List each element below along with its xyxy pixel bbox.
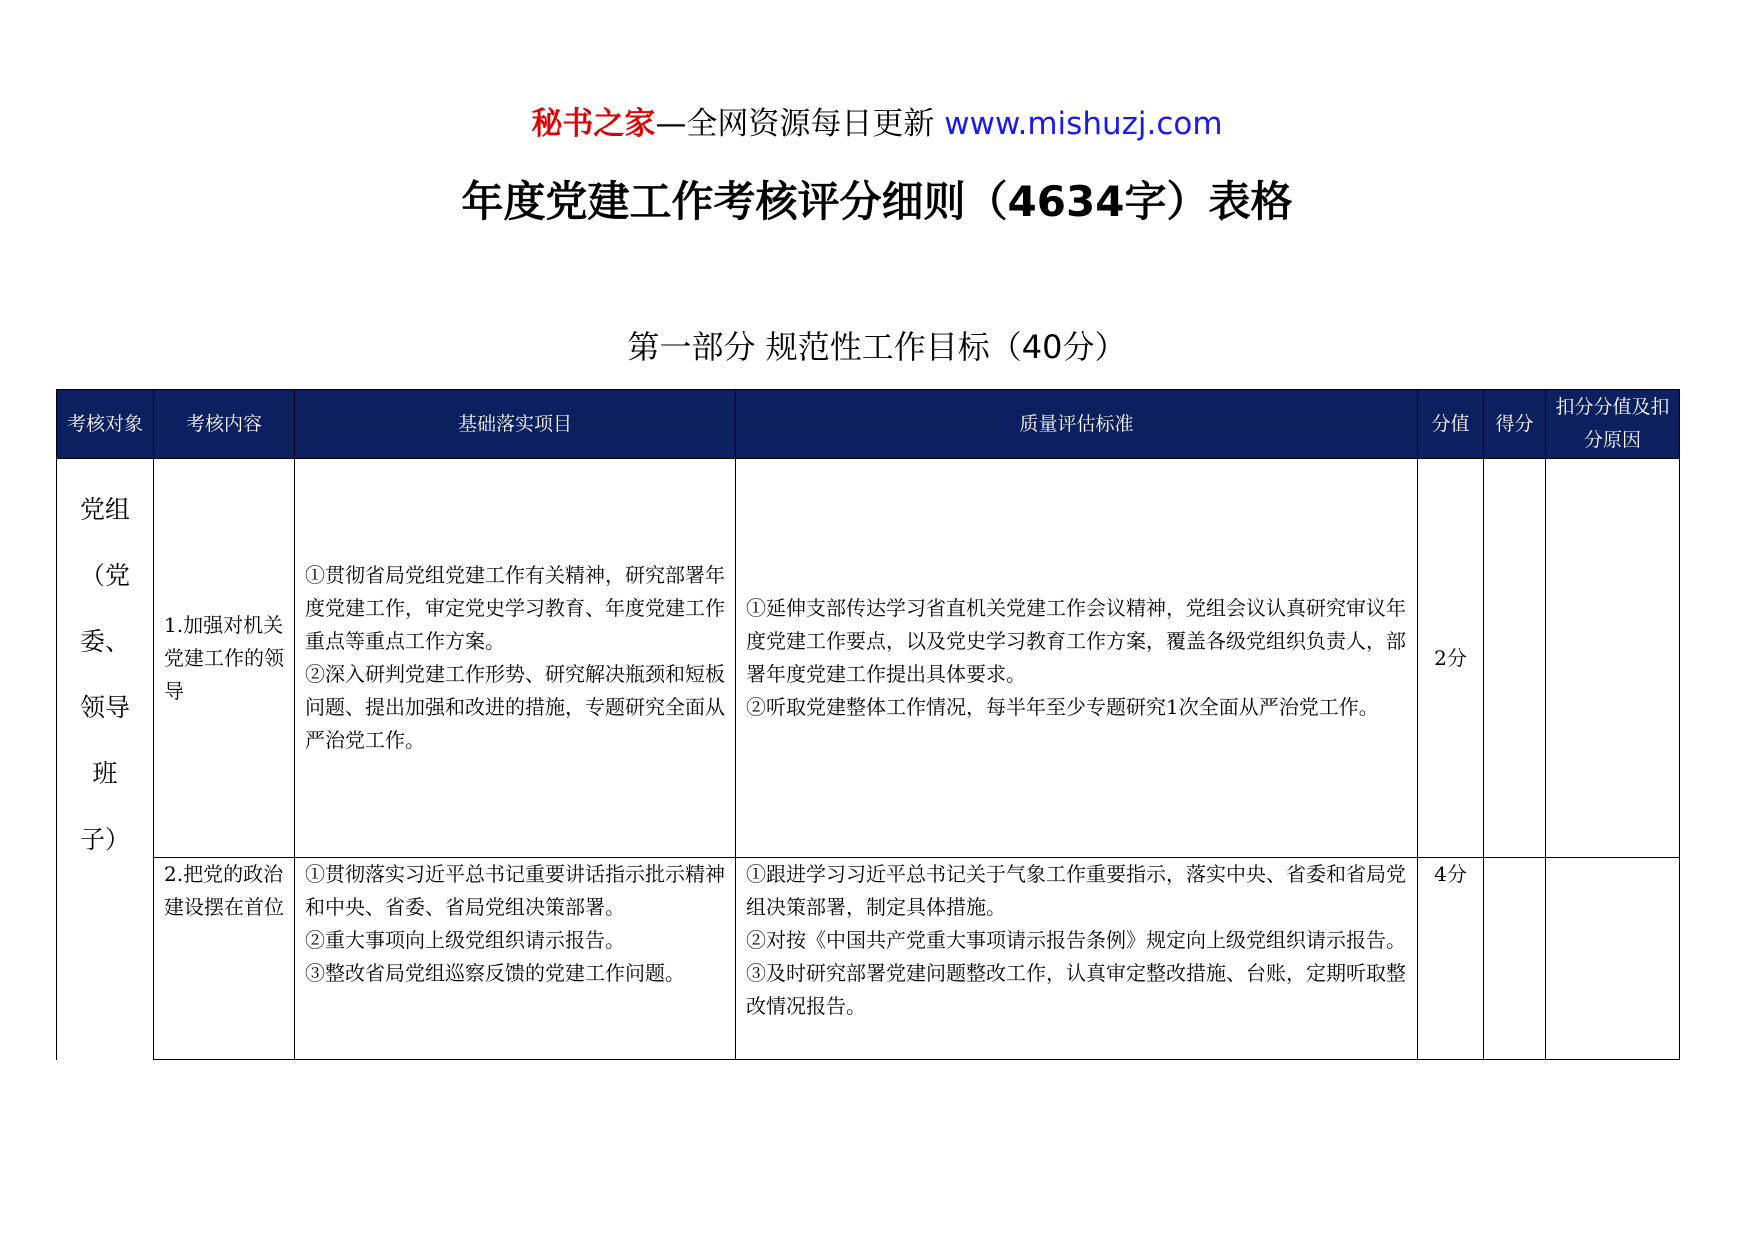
- subject-text: 领导: [79, 693, 130, 722]
- basic-item: ②深入研判党建工作形势、研究解决瓶颈和短板问题、提出加强和改进的措施，专题研究全面从严治党工作。: [305, 662, 725, 752]
- basic-item: ①贯彻落实习近平总书记重要讲话指示批示精神和中央、省委、省局党组决策部署。: [305, 862, 725, 919]
- basic-item: ①贯彻省局党组党建工作有关精神，研究部署年度党建工作，审定党史学习教育、年度党建工作重点等重点工作方案。: [305, 563, 725, 653]
- subject-text: （党: [79, 561, 130, 590]
- standards-cell: [736, 858, 1418, 1060]
- scoring-table: [56, 389, 1680, 1060]
- header-standards: 质量评估标准: [736, 390, 1418, 459]
- subject-text: 委、: [79, 627, 130, 656]
- content-cell: 1.加强对机关党建工作的领导: [154, 459, 295, 858]
- document-title: 年度党建工作考核评分细则（4634字）表格: [461, 177, 1293, 226]
- basic-items-cell: [295, 459, 736, 858]
- got-cell[interactable]: [1484, 858, 1546, 1060]
- standard-item: ①跟进学习习近平总书记关于气象工作重要指示，落实中央、省委和省局党组决策部署，制定具体措施。: [746, 862, 1406, 919]
- basic-item: ③整改省局党组巡察反馈的党建工作问题。: [305, 961, 685, 985]
- header-got: 得分: [1484, 390, 1546, 459]
- header-deduction: 扣分分值及扣分原因: [1546, 390, 1680, 459]
- basic-item: ②重大事项向上级党组织请示报告。: [305, 928, 625, 952]
- header-basic-items: 基础落实项目: [295, 390, 736, 459]
- subject-text: 子）: [79, 825, 130, 854]
- score-cell: 2分: [1418, 459, 1484, 858]
- got-cell[interactable]: [1484, 459, 1546, 858]
- subject-text: 党组: [79, 495, 130, 524]
- standard-item: ③及时研究部署党建问题整改工作，认真审定整改措施、台账，定期听取整改情况报告。: [746, 961, 1406, 1018]
- standards-cell: [736, 459, 1418, 858]
- header-score: 分值: [1418, 390, 1484, 459]
- header-content: 考核内容: [154, 390, 295, 459]
- content-cell: 2.把党的政治建设摆在首位: [154, 858, 295, 1060]
- standard-item: ②听取党建整体工作情况，每半年至少专题研究1次全面从严治党工作。: [746, 695, 1379, 719]
- basic-items-cell: [295, 858, 736, 1060]
- score-cell: 4分: [1418, 858, 1484, 1060]
- standard-item: ①延伸支部传达学习省直机关党建工作会议精神，党组会议认真研究审议年度党建工作要点，以及党史学习教育工作方案，覆盖各级党组织负责人，部署年度党建工作提出具体要求。: [746, 596, 1406, 686]
- deduction-cell[interactable]: [1546, 858, 1680, 1060]
- site-banner: [0, 104, 1754, 144]
- deduction-cell[interactable]: [1546, 459, 1680, 858]
- standard-item: ②对按《中国共产党重大事项请示报告条例》规定向上级党组织请示报告。: [746, 928, 1406, 952]
- table-header-row: [57, 390, 1680, 459]
- section-title: 第一部分 规范性工作目标（40分）: [627, 328, 1127, 366]
- brand-tagline: —全网资源每日更新: [655, 106, 935, 142]
- brand-name: 秘书之家: [531, 106, 656, 142]
- table-row: [57, 459, 1680, 858]
- brand-url-link[interactable]: www.mishuzj.com: [944, 106, 1223, 142]
- subject-text: 班: [92, 759, 118, 788]
- table-row: [57, 858, 1680, 1060]
- header-subject: 考核对象: [57, 390, 154, 459]
- subject-cell: [57, 459, 154, 1060]
